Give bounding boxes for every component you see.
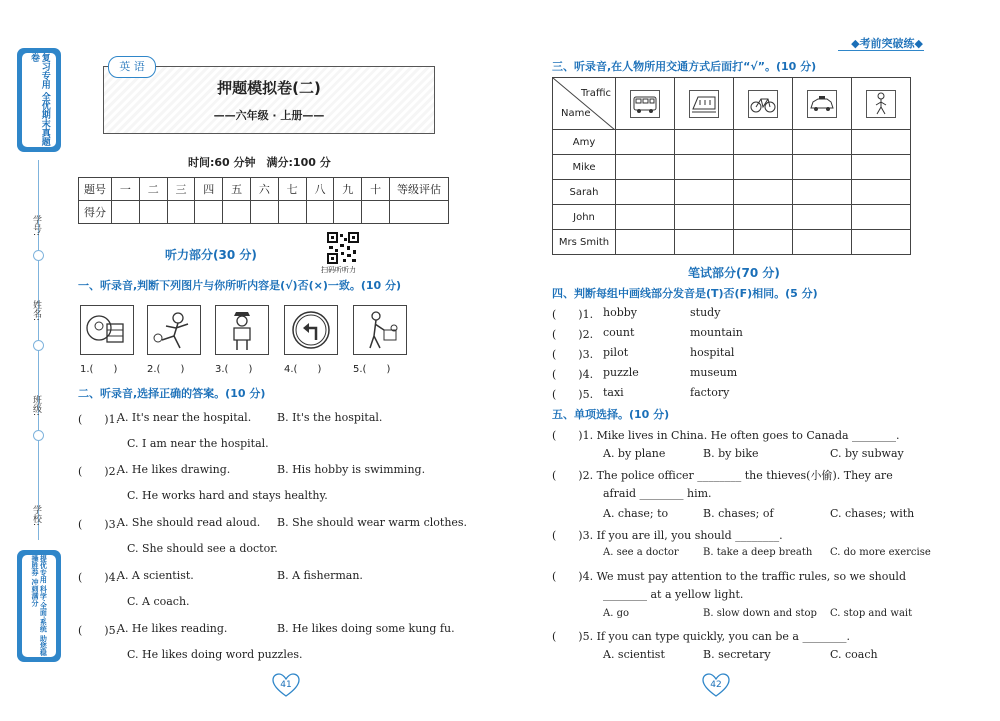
score-table [78,177,449,224]
score-input-cell[interactable] [390,201,449,224]
walking-person-icon [866,90,896,118]
school-label: 学校: [31,505,41,527]
s4-q2-word1: count [603,326,635,339]
traffic-check-cell[interactable] [734,230,793,255]
score-input-cell[interactable] [334,201,362,224]
traffic-col-bicycle [734,78,793,130]
score-input-cell[interactable] [223,201,251,224]
traffic-corner-cell [553,78,616,130]
score-input-cell[interactable] [362,201,390,224]
s4-q4-number[interactable]: ( )4. [552,368,594,381]
traffic-name-cell: Sarah [553,180,616,205]
traffic-check-cell[interactable] [852,230,911,255]
listening-part-title: 听力部分(30 分) [165,248,257,262]
s5-q2-option-a: A. chase; to [603,507,669,520]
traffic-name-cell: Mrs Smith [553,230,616,255]
s5-q2-option-c: C. chases; with [830,507,915,520]
page-number-right: 42 [710,680,722,690]
page-subtitle: ——六年级 · 上册—— [213,109,325,122]
qr-caption: 扫码听听力 [321,266,356,274]
s2-q4-option-c: C. A coach. [127,595,190,608]
turn-left-sign-icon [285,306,337,354]
picture-reading-class [80,305,134,355]
corner-diagonal [553,78,615,130]
score-input-cell[interactable] [112,201,140,224]
traffic-check-cell[interactable] [616,155,675,180]
s2-q2-option-c: C. He works hard and stays healthy. [127,489,328,502]
s5-q4-option-b: B. slow down and stop [703,608,817,619]
s5-q2-stem[interactable]: ( )2. The police officer ________ the thieves(小偷). They are [552,469,893,482]
student-id-label: 学号: [31,215,41,237]
score-table-cell: 十 [362,178,390,201]
traffic-name-cell: Amy [553,130,616,155]
table-row [553,230,911,255]
traffic-header-row [553,78,911,130]
sidebar-top-tab [17,48,61,152]
sidebar-dot [33,340,44,351]
traffic-check-cell[interactable] [616,180,675,205]
picture-kung-fu [147,305,201,355]
score-table-cell: 三 [167,178,195,201]
traffic-check-cell[interactable] [793,180,852,205]
sidebar-dot [33,430,44,441]
top-tag-underline [838,50,924,51]
traffic-check-cell[interactable] [616,130,675,155]
score-input-cell[interactable] [139,201,167,224]
top-tag: ◆考前突破练◆ [851,37,923,50]
score-table-cell: 题号 [79,178,112,201]
s2-q2-option-b: B. His hobby is swimming. [277,463,426,476]
s5-q2-option-b: B. chases; of [703,507,774,520]
traffic-col-train [675,78,734,130]
traffic-check-cell[interactable] [852,130,911,155]
section4-title: 四、判断每组中画线部分发音是(T)否(F)相同。(5 分) [552,287,818,300]
s2-q5-option-b: B. He likes doing some kung fu. [277,622,455,635]
traffic-check-cell[interactable] [675,205,734,230]
picture-5-answer[interactable]: 5.( ) [353,364,391,375]
page-title: 押题模拟卷(二) [217,79,321,97]
score-input-cell[interactable] [278,201,306,224]
score-table-cell: 六 [250,178,278,201]
section2-title: 二、听录音,选择正确的答案。(10 分) [78,387,266,400]
corner-name-label: Name [561,108,591,119]
s4-q2-number[interactable]: ( )2. [552,328,594,341]
picture-police-officer [215,305,269,355]
score-table-cell: 七 [278,178,306,201]
s5-q4-stem[interactable]: ( )4. We must pay attention to the traffic rules, so we should [552,570,906,583]
s4-q5-word1: taxi [603,386,624,399]
s5-q4-option-c: C. stop and wait [830,608,913,619]
s5-q5-option-b: B. secretary [703,648,771,661]
s5-q3-stem[interactable]: ( )3. If you are ill, you should ________. [552,529,783,542]
traffic-check-cell[interactable] [734,205,793,230]
traffic-check-cell[interactable] [852,180,911,205]
s5-q1-option-c: C. by subway [830,447,904,460]
s4-q2-word2: mountain [690,326,743,339]
table-row [553,205,911,230]
s4-q1-number[interactable]: ( )1. [552,308,594,321]
s5-q3-option-a: A. see a doctor [603,547,679,558]
s4-q5-number[interactable]: ( )5. [552,388,594,401]
qr-code-icon[interactable] [327,232,359,264]
s2-q3-option-c: C. She should see a doctor. [127,542,278,555]
score-table-score-row [79,201,449,224]
s2-q4-option-b: B. A fisherman. [277,569,363,582]
s4-q1-word2: study [690,306,721,319]
traffic-check-cell[interactable] [734,130,793,155]
s2-q4-option-a: A. A scientist. [117,569,194,582]
s2-q5-option-c: C. He likes doing word puzzles. [127,648,303,661]
s2-q5-option-a: A. He likes reading. [117,622,228,635]
score-table-cell: 等级评估 [390,178,449,201]
traffic-name-cell: John [553,205,616,230]
traffic-check-cell[interactable] [793,205,852,230]
traffic-check-cell[interactable] [852,205,911,230]
s2-q1-option-a: A. It's near the hospital. [117,411,252,424]
score-table-cell: 四 [195,178,223,201]
s5-q1-option-b: B. by bike [703,447,759,460]
picture-shopping [353,305,407,355]
traffic-check-cell[interactable] [793,155,852,180]
traffic-check-cell[interactable] [793,130,852,155]
section3-title: 三、听录音,在人物所用交通方式后面打“√”。(10 分) [552,60,817,73]
books-icon [81,306,133,354]
woman-with-child-icon [354,306,406,354]
score-input-cell[interactable] [306,201,334,224]
corner-traffic-label: Traffic [580,88,611,99]
score-input-cell[interactable] [195,201,223,224]
page-number-left: 41 [280,680,292,690]
kung-fu-boy-icon [148,306,200,354]
picture-3-answer[interactable]: 3.( ) [215,364,253,375]
train-icon [689,90,719,118]
s2-q3-number[interactable]: ( )3. [78,518,120,531]
sidebar-bottom-tab-label: 提优专用 科学·全面·系统 助您稳操胜券 冲刺满分 [22,555,56,657]
traffic-col-walking [852,78,911,130]
score-table-header-row [79,178,449,201]
picture-4-answer[interactable]: 4.( ) [284,364,322,375]
bicycle-icon [748,90,778,118]
score-input-cell[interactable] [250,201,278,224]
s5-q5-stem[interactable]: ( )5. If you can type quickly, you can be a ________. [552,630,850,643]
s4-q3-number[interactable]: ( )3. [552,348,594,361]
s4-q4-word2: museum [690,366,738,379]
title-box [103,60,435,134]
sidebar-dot [33,250,44,261]
car-icon [807,90,837,118]
table-row [553,155,911,180]
section5-title: 五、单项选择。(10 分) [552,408,670,421]
traffic-col-car [793,78,852,130]
writing-part-title: 笔试部分(70 分) [688,266,780,280]
traffic-col-bus [616,78,675,130]
traffic-check-cell[interactable] [675,230,734,255]
score-input-cell[interactable] [167,201,195,224]
s2-q2-option-a: A. He likes drawing. [117,463,231,476]
s2-q1-number[interactable]: ( )1. [78,413,120,426]
table-row [553,180,911,205]
s2-q3-option-a: A. She should read aloud. [117,516,261,529]
s2-q5-number[interactable]: ( )5. [78,624,120,637]
s5-q3-option-c: C. do more exercise [830,547,931,558]
bus-icon [630,90,660,118]
subject-badge: 英 语 [108,56,156,78]
name-label: 姓名: [31,300,41,322]
score-row-label: 得分 [79,201,112,224]
traffic-table [552,77,911,255]
picture-1-answer[interactable]: 1.( ) [80,364,118,375]
traffic-check-cell[interactable] [675,130,734,155]
s5-q5-option-a: A. scientist [603,648,665,661]
s5-q4-option-a: A. go [603,608,630,619]
traffic-check-cell[interactable] [675,155,734,180]
traffic-check-cell[interactable] [675,180,734,205]
score-table-cell: 八 [306,178,334,201]
s4-q3-word2: hospital [690,346,735,359]
class-label: 班级: [31,395,41,417]
picture-turn-left-sign [284,305,338,355]
traffic-name-cell: Mike [553,155,616,180]
picture-2-answer[interactable]: 2.( ) [147,364,185,375]
time-score-line: 时间:60 分钟 满分:100 分 [188,156,331,169]
s5-q1-option-a: A. by plane [603,447,666,460]
traffic-check-cell[interactable] [793,230,852,255]
traffic-check-cell[interactable] [616,230,675,255]
s4-q4-word1: puzzle [603,366,639,379]
s2-q1-option-b: B. It's the hospital. [277,411,383,424]
s5-q3-option-b: B. take a deep breath [703,547,813,558]
table-row [553,130,911,155]
s5-q2-stem-cont: afraid ________ him. [603,487,712,500]
traffic-check-cell[interactable] [852,155,911,180]
traffic-check-cell[interactable] [734,180,793,205]
traffic-check-cell[interactable] [734,155,793,180]
score-table-cell: 二 [139,178,167,201]
s5-q1-stem[interactable]: ( )1. Mike lives in China. He often goes to Canada ________. [552,429,900,442]
police-officer-icon [216,306,268,354]
sidebar-top-tab-label: 复习专用 全优期末真题卷 [22,53,56,147]
s4-q1-word1: hobby [603,306,638,319]
s2-q2-number[interactable]: ( )2. [78,465,120,478]
s5-q5-option-c: C. coach [830,648,878,661]
s4-q5-word2: factory [690,386,730,399]
sidebar-bottom-tab [17,550,61,662]
s5-q4-stem-cont: ________ at a yellow light. [603,588,744,601]
s2-q3-option-b: B. She should wear warm clothes. [277,516,468,529]
score-table-cell: 一 [112,178,140,201]
section1-title: 一、听录音,判断下列图片与你所听内容是(√)否(×)一致。(10 分) [78,279,402,292]
s2-q4-number[interactable]: ( )4. [78,571,120,584]
s2-q1-option-c: C. I am near the hospital. [127,437,269,450]
score-table-cell: 五 [223,178,251,201]
s4-q3-word1: pilot [603,346,629,359]
score-table-cell: 九 [334,178,362,201]
traffic-check-cell[interactable] [616,205,675,230]
